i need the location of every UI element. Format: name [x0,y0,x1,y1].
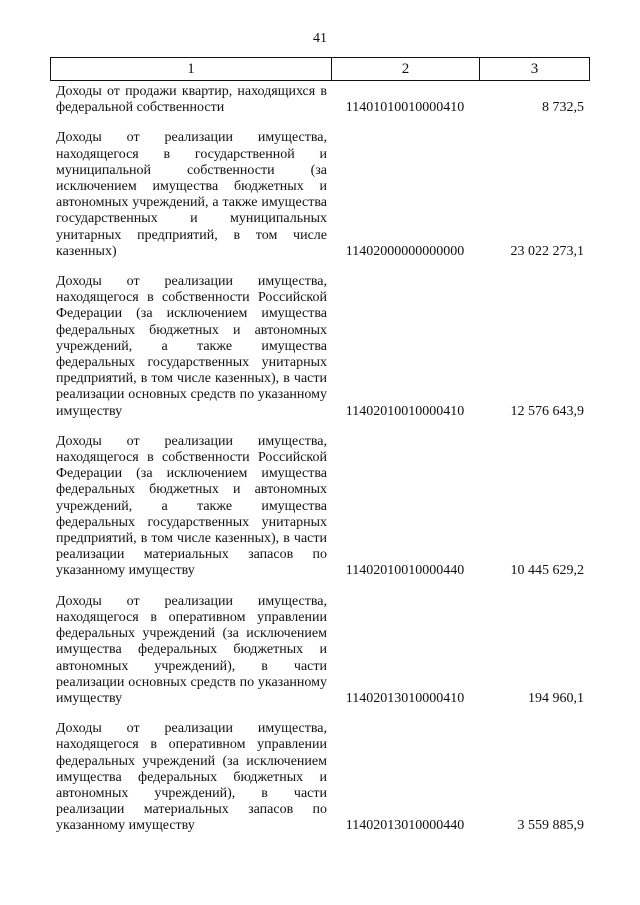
column-header-3: 3 [530,60,539,77]
table-row [50,721,590,834]
row-description: Доходы от реализации имущества, находящегося в оперативном управлении федеральных учреждений (за исключением имущества федеральных бюджетных и автономных учреждений), в части реализации основных средств по указанному имуществу [56,593,327,706]
row-description: Доходы от реализации имущества, находящегося в оперативном управлении федеральных учреждений (за исключением имущества федеральных бюджетных и автономных учреждений), в части реализации материальных запасов по указанному имуществу [56,721,327,834]
row-amount: 10 445 629,2 [510,563,584,579]
table-row [50,274,590,420]
page-number: 41 [313,31,327,46]
table-row [50,594,590,707]
row-description: Доходы от реализации имущества, находящегося в собственности Российской Федерации (за исключением имущества федеральных бюджетных и автономных учреждений, а также имущества федеральных государственных унитарных предприятий, в том числе казенных), в части реализации основных средств по указанному имуществу [56,274,327,419]
row-description: Доходы от реализации имущества, находящегося в государственной и муниципальной собственности (за исключением имущества бюджетных и автономных учреждений, а также имущества государственных и муниципальных унитарных предприятий, в том числе казенных) [56,130,327,259]
column-header-1: 1 [51,58,332,80]
row-amount: 8 732,5 [542,100,584,116]
row-amount: 23 022 273,1 [510,243,584,259]
row-description: Доходы от продажи квартир, находящихся в федеральной собственности [56,84,327,116]
table-header-row [50,57,590,81]
row-code: 11402010010000440 [345,563,465,579]
table-row [50,434,590,580]
column-header-2: 2 [332,58,480,80]
row-code: 11401010010000410 [345,100,465,116]
table-row [50,130,590,260]
row-code: 11402013010000410 [345,690,465,706]
row-code: 11402000000000000 [345,243,465,259]
row-amount: 194 960,1 [528,690,584,706]
row-amount: 12 576 643,9 [510,403,584,419]
table-body [50,84,590,849]
row-description: Доходы от реализации имущества, находящегося в собственности Российской Федерации (за исключением имущества федеральных бюджетных и автономных учреждений, а также имущества федеральных государственных унитарных предприятий, в том числе казенных), в части реализации материальных запасов по указанному имуществу [56,433,327,579]
row-code: 11402013010000440 [345,818,465,834]
row-code: 11402010010000410 [345,403,465,419]
table-row [50,84,590,116]
row-amount: 3 559 885,9 [517,818,584,834]
